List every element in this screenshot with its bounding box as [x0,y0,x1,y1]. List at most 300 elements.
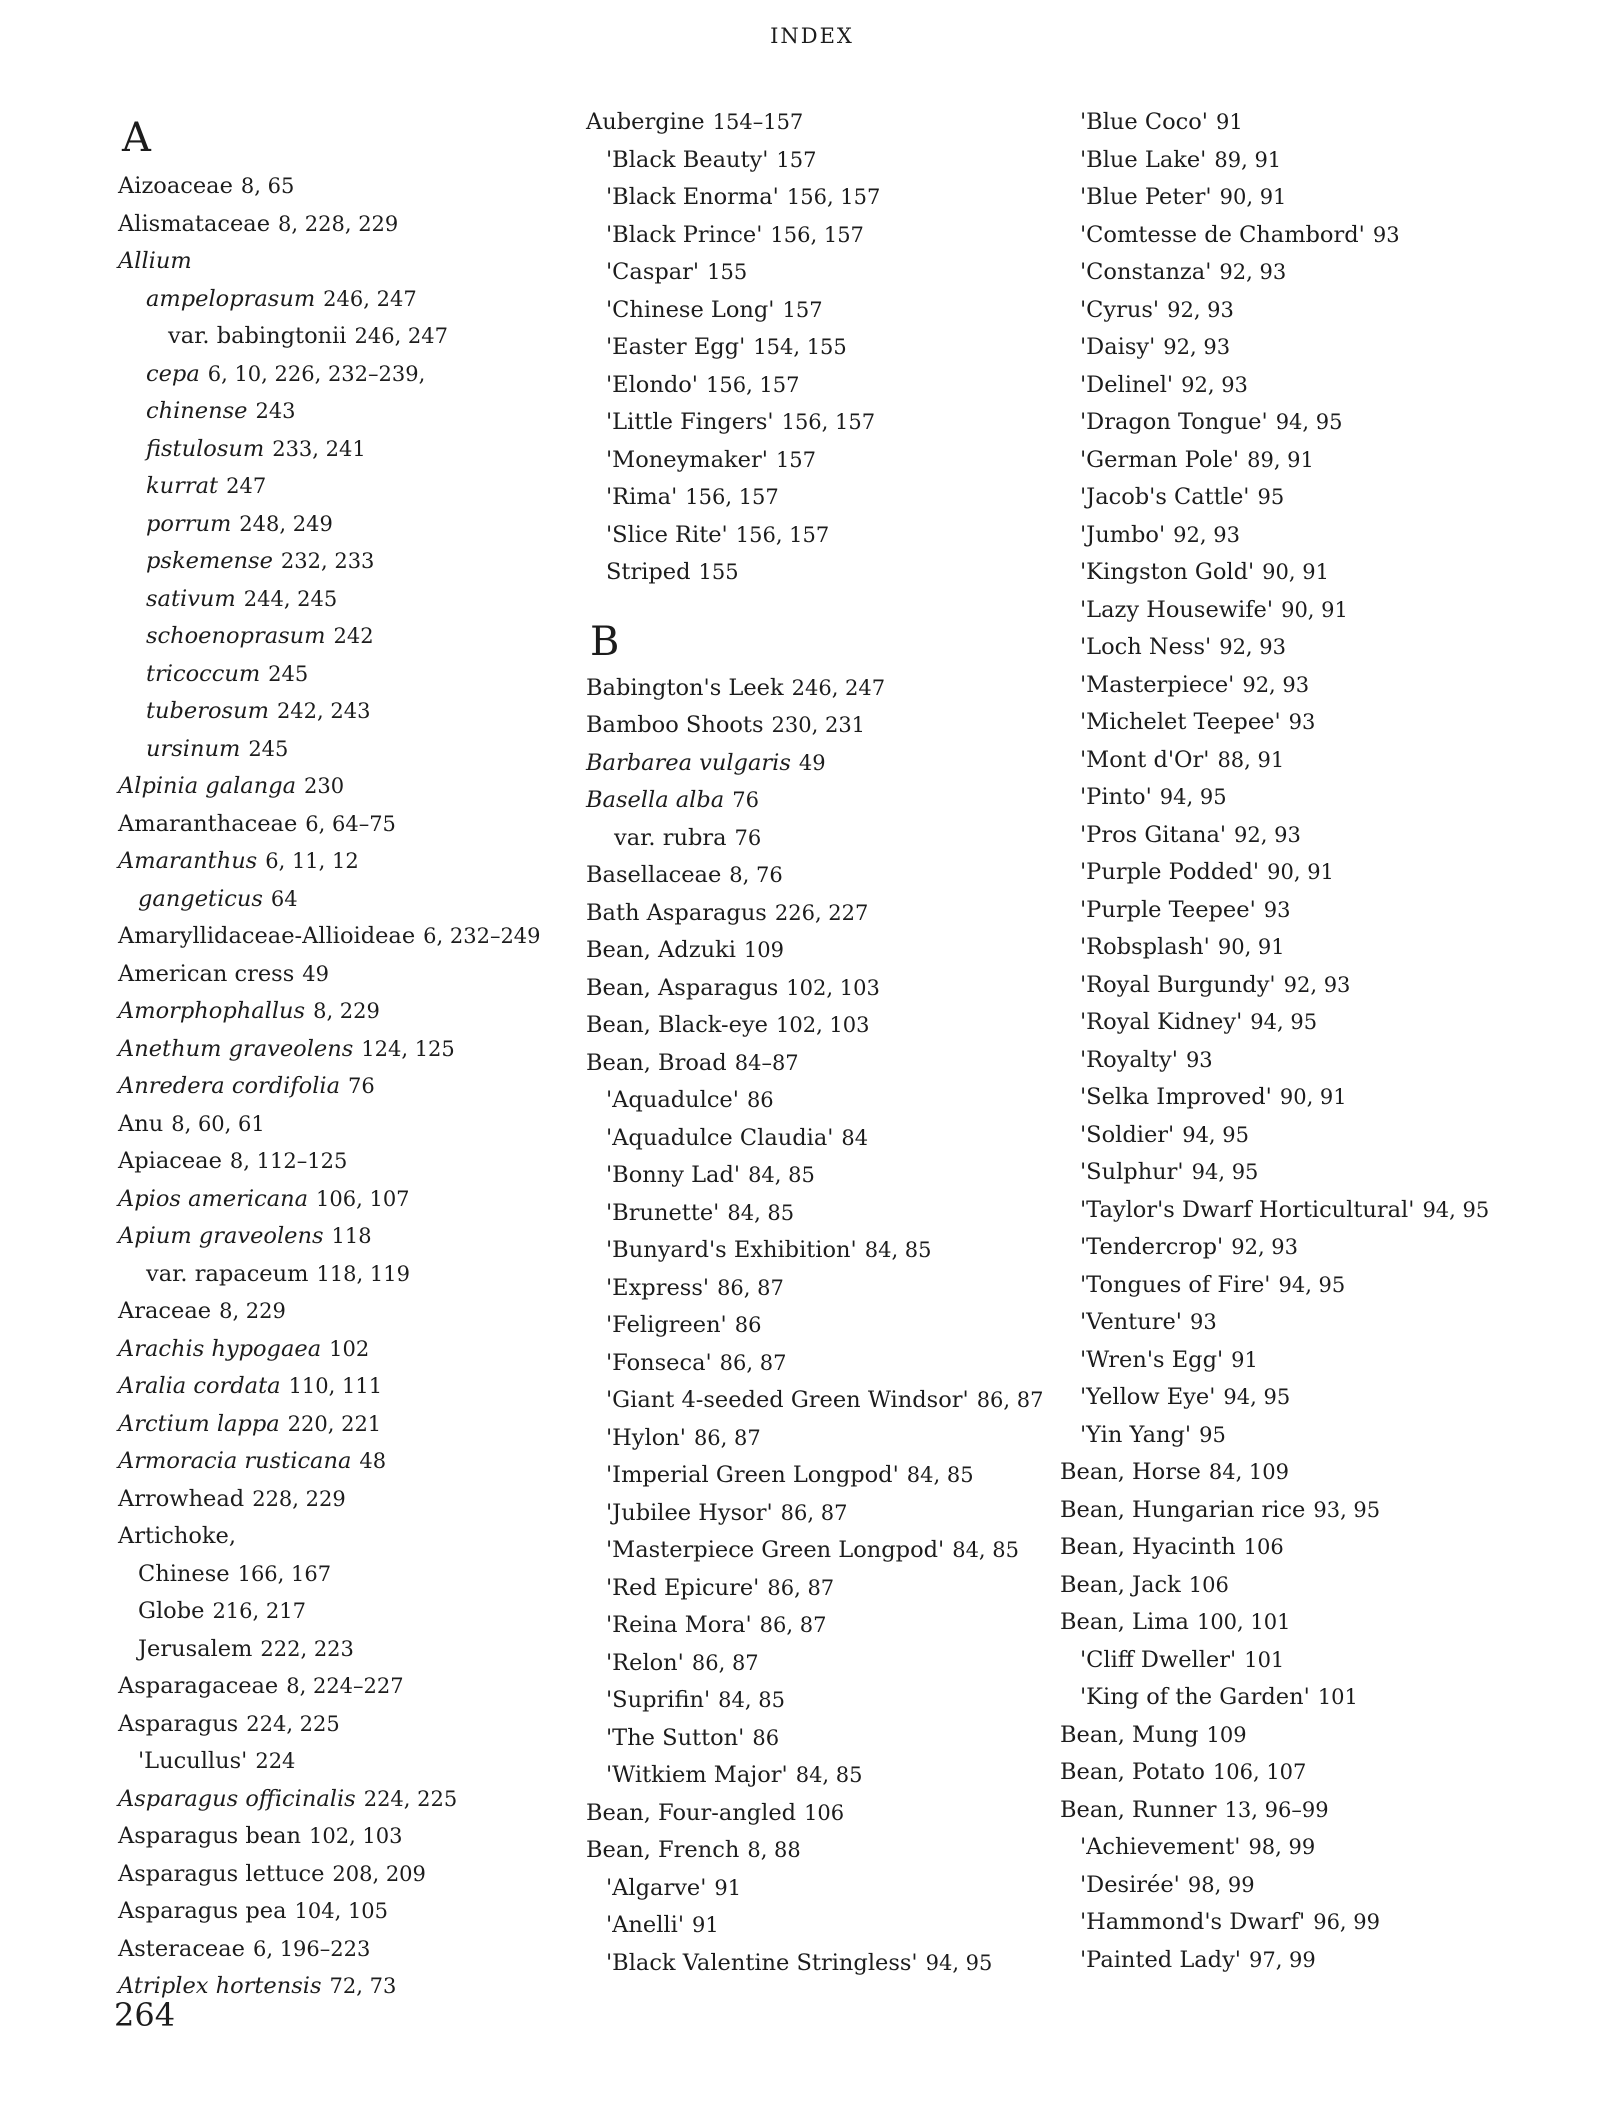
index-entry [118,1781,541,1819]
index-entry [1060,742,1489,780]
index-term: 'Cyrus' [1080,296,1160,323]
page-refs: 89, 91 [1214,147,1282,172]
index-entry [118,918,541,956]
index-entry [118,656,541,694]
index-entry [1060,142,1489,180]
page-refs: 94, 95 [1182,1122,1249,1147]
page-refs: 154, 155 [753,335,847,359]
index-entry [1060,1004,1489,1042]
page-refs: 95 [1199,1422,1226,1447]
page-refs: 224, 225 [246,1711,340,1736]
index-term: Alpinia galanga [118,773,297,799]
index-entry [118,1406,541,1444]
index-entry [118,618,541,656]
index-term: Asteraceae [118,1935,245,1962]
index-entry [586,1157,1043,1195]
index-term: 'Wren's Egg' [1080,1346,1224,1373]
index-term: Amaranthus [118,848,258,874]
index-entry [1060,1604,1489,1642]
index-entry [586,442,1043,480]
index-term: Apium graveolens [118,1223,324,1249]
index-entry [1060,517,1489,555]
index-entry [1060,1342,1489,1380]
page-refs: 101 [1244,1647,1285,1672]
page-refs: 232, 233 [280,549,375,573]
index-term: Atriplex hortensis [118,1973,322,1999]
index-term: 'Sulphur' [1080,1159,1184,1185]
index-entry [1060,1079,1489,1117]
page-refs: 92, 93 [1283,972,1351,997]
page-refs: 49 [798,750,826,775]
index-term: Bean, Adzuki [586,937,736,963]
index-term: fistulosum [146,435,265,462]
index-entry [586,554,1043,592]
page-refs: 84, 85 [864,1238,932,1262]
index-term: 'Jumbo' [1080,521,1166,548]
index-entry [586,745,1043,783]
index-entry [118,168,541,206]
index-term: Amorphophallus [118,998,306,1024]
index-entry [586,1270,1043,1308]
index-entry [1060,367,1489,405]
index-entry [586,1082,1043,1120]
index-term: Bean, Asparagus [586,974,779,1001]
page-refs: 104, 105 [294,1899,389,1923]
page-refs: 244, 245 [243,586,338,611]
page-refs: 86, 87 [780,1500,848,1525]
page-refs: 92, 93 [1163,335,1231,359]
page-refs: 6, 196–223 [252,1936,371,1961]
index-entry [1060,404,1489,442]
page-refs: 246, 247 [354,324,449,348]
index-term: Bean, Jack [1060,1571,1181,1598]
index-term: 'Constanza' [1080,259,1212,285]
page-refs: 91 [714,1875,742,1900]
index-entry [586,1720,1043,1758]
index-term: 'Red Epicure' [606,1574,760,1601]
page-refs: 247 [226,474,267,498]
page-refs: 64 [270,886,298,911]
page-refs: 243 [255,399,296,423]
index-term: Bean, Black-eye [586,1012,768,1038]
page-refs: 109 [743,938,784,962]
index-entry [586,1945,1043,1983]
index-entry [586,782,1043,820]
index-entry [118,1181,541,1219]
index-entry [1060,817,1489,855]
index-entry [586,142,1043,180]
page-refs: 94, 95 [1159,785,1227,809]
page-refs: 226, 227 [774,900,869,925]
page-refs: 91 [1231,1347,1258,1372]
index-term: 'Taylor's Dwarf Horticultural' [1080,1196,1415,1223]
page-refs: 101 [1317,1685,1358,1709]
index-entry [1060,479,1489,517]
index-entry [586,1682,1043,1720]
page-refs: 92, 93 [1173,522,1240,547]
index-entry [1060,217,1489,255]
index-term: 'Michelet Teepee' [1080,709,1281,735]
index-entry [118,1556,541,1594]
index-term: 'Desirée' [1080,1871,1180,1898]
page-refs: 92, 93 [1219,635,1286,659]
index-term: 'Reina Mora' [606,1612,752,1638]
index-entry [118,1443,541,1481]
index-entry [118,1368,541,1406]
page-refs: 106 [804,1800,845,1825]
page-refs: 6, 64–75 [305,811,396,836]
index-term: 'Feligreen' [606,1312,727,1338]
index-entry [118,1218,541,1256]
index-entry [1060,104,1489,142]
index-entry [586,1307,1043,1345]
page-refs: 86 [752,1725,780,1750]
index-term: 'Mont d'Or' [1080,746,1210,773]
index-entry [586,1907,1043,1945]
index-term: 'Anelli' [606,1912,685,1938]
index-term: Bamboo Shoots [586,712,764,738]
index-entry [1060,1942,1489,1980]
index-term: Bean, Four-angled [586,1799,797,1826]
index-term: 'Jubilee Hysor' [606,1499,773,1526]
index-entry [1060,592,1489,630]
index-entry [1060,179,1489,217]
page-refs: 86, 87 [693,1425,761,1450]
index-entry [118,1706,541,1744]
index-entry [1060,1529,1489,1567]
page-refs: 154–157 [712,110,804,134]
index-term: 'Aquadulce' [606,1087,739,1113]
page-refs: 110, 111 [288,1374,383,1398]
index-term: 'Hammond's Dwarf' [1080,1909,1306,1935]
page-refs: 92, 93 [1231,1235,1299,1259]
page-refs: 76 [732,788,759,812]
index-term: kurrat [146,473,219,499]
page-refs: 242, 243 [276,699,371,723]
index-entry [1060,1229,1489,1267]
index-entry [586,1795,1043,1833]
index-entry [586,517,1043,555]
page-refs: 220, 221 [287,1411,382,1436]
index-entry [586,820,1043,858]
index-entry [1060,1154,1489,1192]
index-entry [118,1331,541,1369]
index-term: Anu [118,1110,164,1137]
index-term: Bean, Horse [1060,1459,1201,1485]
index-entry [1060,854,1489,892]
page-refs: 8, 228, 229 [278,211,399,236]
index-entry [586,1120,1043,1158]
index-term: Amaryllidaceae-Allioideae [118,923,416,949]
index-term: tuberosum [146,698,269,724]
index-entry [118,1481,541,1519]
page-refs: 102 [329,1336,370,1361]
page-refs: 84, 85 [795,1763,863,1787]
index-entry [118,356,541,394]
page-refs: 100, 101 [1196,1610,1291,1634]
index-term: 'Rima' [606,484,678,510]
page-refs: 93, 95 [1313,1497,1381,1522]
index-term: Anredera cordifolia [118,1073,341,1099]
index-term: 'Black Prince' [606,221,763,248]
page-refs: 93 [1288,710,1316,734]
page-refs: 242 [333,624,374,648]
index-term: Aralia cordata [118,1373,281,1399]
index-entry [586,707,1043,745]
index-entry [1060,1492,1489,1530]
running-head: INDEX [770,24,854,48]
index-term: Globe [138,1598,205,1624]
page-refs: 246, 247 [323,286,417,311]
index-term: 'Lazy Housewife' [1080,596,1274,623]
page-refs: 92, 93 [1234,822,1301,847]
index-term: Chinese [138,1560,230,1587]
index-term: Bean, Broad [586,1049,727,1076]
index-term: 'Selka Improved' [1080,1084,1272,1110]
index-entry [1060,667,1489,705]
page-refs: 86, 87 [719,1350,787,1375]
index-entry [1060,1717,1489,1755]
page-refs: 96, 99 [1313,1910,1380,1934]
page-refs: 224, 225 [363,1786,458,1811]
index-term: 'Giant 4-seeded Green Windsor' [606,1387,969,1413]
index-entry [118,1743,541,1781]
index-term: American cress [118,960,295,987]
index-term: 'Tongues of Fire' [1080,1271,1271,1298]
page-refs: 48 [359,1449,387,1473]
index-entry [1060,892,1489,930]
page-refs: 166, 167 [237,1561,332,1586]
index-term: 'Brunette' [606,1199,720,1226]
index-term: Bean, Hungarian rice [1060,1496,1306,1523]
index-term: 'Pinto' [1080,784,1152,810]
page-refs: 155 [707,260,748,284]
index-term: Armoracia rusticana [118,1448,352,1474]
page-refs: 8, 60, 61 [171,1111,265,1136]
index-entry [586,1232,1043,1270]
page-refs: 228, 229 [252,1486,346,1511]
index-term: 'Black Valentine Stringless' [606,1949,918,1976]
index-entry [118,1106,541,1144]
index-term: 'Black Enorma' [606,184,779,210]
page-refs: 102, 103 [309,1824,403,1848]
index-entry [118,1256,541,1294]
page-refs: 93 [1189,1310,1217,1334]
page-refs: 72, 73 [329,1974,397,1998]
index-entry [586,1870,1043,1908]
index-entry [118,1668,541,1706]
page-refs: 8, 112–125 [229,1149,348,1173]
index-term: 'Relon' [606,1649,684,1676]
page-refs: 8, 229 [219,1299,286,1323]
index-term: 'Delinel' [1080,371,1174,398]
index-term: Bean, Runner [1060,1796,1217,1823]
index-term: 'Yin Yang' [1080,1421,1192,1448]
index-entry [118,543,541,581]
page-refs: 86, 87 [691,1650,759,1675]
index-entry [118,843,541,881]
index-entry [118,281,541,319]
index-entry [586,217,1043,255]
index-term: Basella alba [586,787,725,813]
index-term: 'Purple Teepee' [1080,896,1256,923]
index-entry [118,1031,541,1069]
page-refs: 95 [1257,485,1285,509]
index-entry [1060,1904,1489,1942]
page-refs: 94, 95 [1422,1197,1490,1222]
page-refs: 93 [1372,222,1400,247]
page-refs: 90, 91 [1219,185,1287,209]
index-entry [1060,1192,1489,1230]
index-term: 'Masterpiece Green Longpod' [606,1537,945,1563]
page-refs: 86, 87 [759,1613,827,1637]
page-refs: 8, 76 [729,863,783,887]
index-entry [118,431,541,469]
index-term: Bean, Hyacinth [1060,1534,1236,1560]
page-refs: 94, 95 [1278,1272,1346,1297]
index-term: 'Fonseca' [606,1349,712,1376]
page-refs: 157 [776,147,817,172]
index-term: 'Express' [606,1274,710,1301]
index-entry [586,1382,1043,1420]
index-term: 'Hylon' [606,1424,686,1451]
index-term: schoenoprasum [146,623,326,649]
index-entry [118,806,541,844]
index-entry [586,1532,1043,1570]
index-entry [586,292,1043,330]
page-refs: 156, 157 [705,372,800,397]
index-term: 'Robsplash' [1080,934,1210,960]
index-term: 'Blue Lake' [1080,146,1207,173]
index-term: Arctium lappa [118,1410,280,1437]
page-refs: 8, 224–227 [286,1674,404,1698]
index-term: 'Yellow Eye' [1080,1384,1216,1410]
page-refs: 86, 87 [767,1575,835,1600]
index-term: Bean, Potato [1060,1759,1205,1785]
index-term: sativum [146,585,236,612]
index-entry [1060,1642,1489,1680]
index-entry [1060,254,1489,292]
page-refs: 94, 95 [1250,1010,1318,1034]
index-term: 'Blue Peter' [1080,184,1212,210]
index-entry [1060,329,1489,367]
page-refs: 84, 85 [718,1688,785,1712]
page-refs: 6, 10, 226, 232–239, [207,361,426,386]
index-term: var. rapaceum [146,1260,309,1287]
index-entry [586,367,1043,405]
index-entry [1060,1867,1489,1905]
page-refs: 97, 99 [1248,1947,1316,1972]
page-refs: 224 [255,1749,296,1773]
index-term: 'Dragon Tongue' [1080,409,1268,435]
index-term: Bath Asparagus [586,899,767,926]
index-entry [1060,1567,1489,1605]
index-term: Bean, Mung [1060,1721,1199,1748]
index-entry [586,1045,1043,1083]
index-entry [586,1345,1043,1383]
page-refs: 94, 95 [925,1950,993,1975]
index-term: Asparagus [118,1710,239,1737]
index-term: Apiaceae [118,1148,222,1174]
index-term: Allium [118,248,192,274]
index-term: Asparagus officinalis [118,1785,356,1812]
page-refs: 155 [698,560,739,584]
page-refs: 93 [1263,897,1291,922]
index-entry [586,404,1043,442]
index-term: 'Cliff Dweller' [1080,1646,1237,1673]
index-entry [1060,967,1489,1005]
index-term: 'Bunyard's Exhibition' [606,1237,857,1263]
page-refs: 106, 107 [1212,1760,1307,1784]
index-term: 'German Pole' [1080,446,1240,473]
index-entry [118,731,541,769]
index-term: 'Masterpiece' [1080,671,1235,698]
index-term: 'Easter Egg' [606,334,746,360]
section-letter: B [590,618,620,665]
index-term: pskemense [146,548,273,574]
index-entry [586,254,1043,292]
index-entry [118,206,541,244]
page-refs: 94, 95 [1191,1160,1259,1184]
page-number: 264 [114,1996,176,2034]
page-refs: 246, 247 [791,675,886,700]
page-refs: 94, 95 [1275,410,1343,434]
index-term: ursinum [146,735,241,762]
index-entry [586,1832,1043,1870]
index-term: chinense [146,398,248,424]
index-term: var. babingtonii [168,323,347,349]
page-refs: 93 [1185,1047,1213,1072]
page-refs: 156, 157 [770,222,864,247]
index-term: Anethum graveolens [118,1035,354,1062]
index-entry [118,243,541,281]
index-term: Bean, Lima [1060,1609,1189,1635]
page-refs: 84, 85 [748,1163,815,1187]
index-term: 'Witkiem Major' [606,1762,788,1788]
page-refs: 90, 91 [1267,860,1334,884]
index-term: 'Royal Burgundy' [1080,971,1276,998]
index-entry [118,1968,541,2006]
page-refs: 118, 119 [316,1261,410,1286]
index-entry [118,318,541,356]
index-entry [1060,554,1489,592]
index-term: Asparagus bean [118,1823,301,1849]
index-term: 'Blue Coco' [1080,109,1208,135]
index-term: Bean, French [586,1837,740,1863]
index-entry [1060,1829,1489,1867]
index-term: 'Soldier' [1080,1121,1175,1148]
index-entry [586,1495,1043,1533]
index-entry [586,179,1043,217]
page-refs: 86, 87 [717,1275,784,1300]
index-entry [586,895,1043,933]
page-refs: 84–87 [734,1050,799,1075]
index-entry [118,1931,541,1969]
index-entry [1060,629,1489,667]
index-term: Basellaceae [586,862,722,888]
index-term: porrum [146,510,232,537]
page-refs: 86 [746,1088,774,1112]
page-refs: 89, 91 [1247,447,1314,472]
page-refs: 84 [841,1125,869,1150]
index-entry [586,329,1043,367]
index-term: 'Suprifin' [606,1687,711,1713]
index-entry [1060,292,1489,330]
index-entry [1060,1454,1489,1492]
page-refs: 86, 87 [976,1388,1044,1412]
index-entry [1060,704,1489,742]
index-entry [118,393,541,431]
